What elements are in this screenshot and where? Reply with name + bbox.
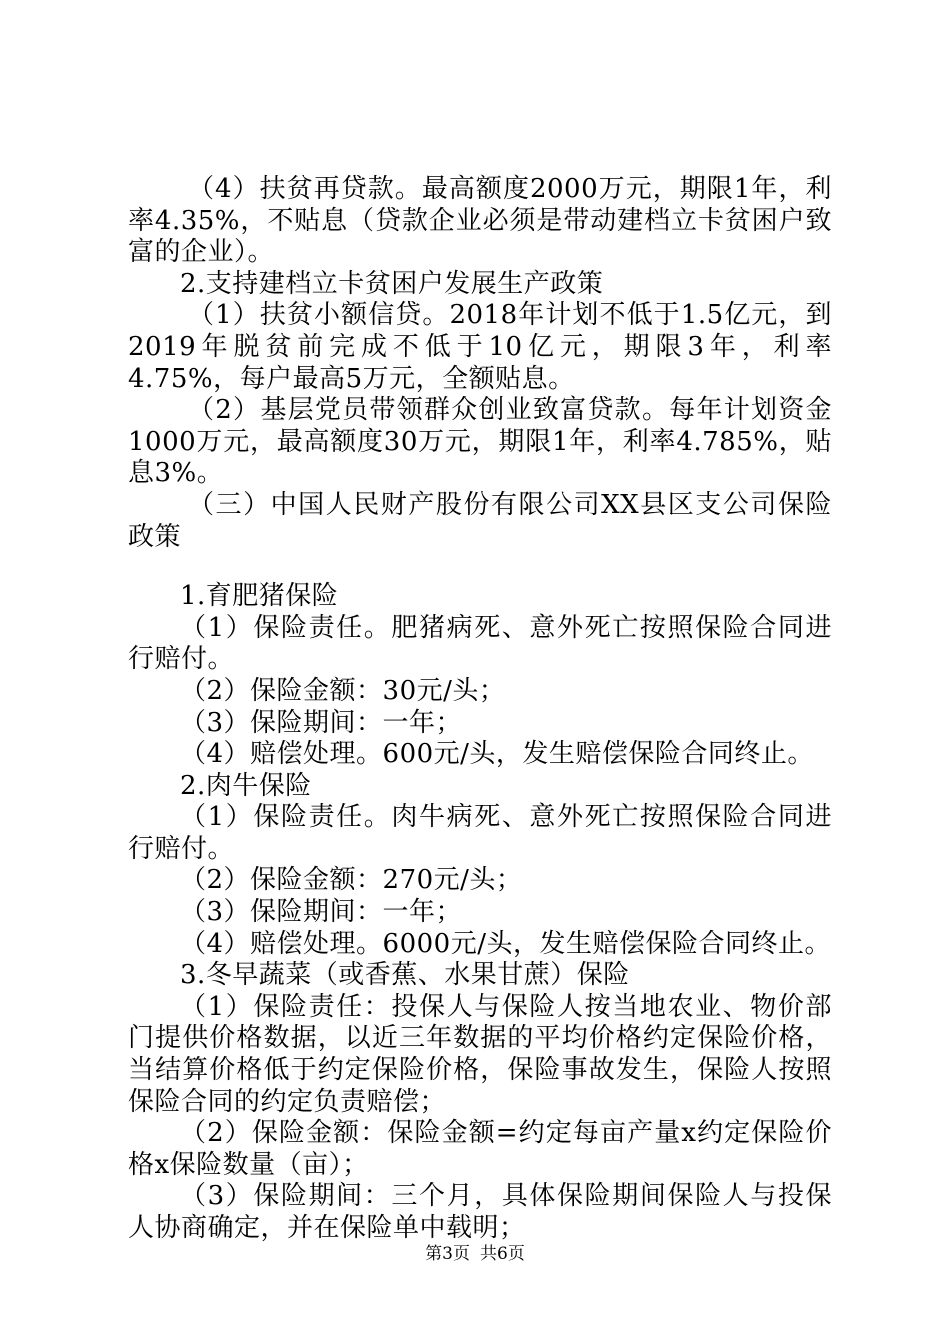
paragraph-cattle-amount: （2）保险金额：270元/头； [180, 865, 523, 896]
paragraph-hog-period: （3）保险期间：一年； [180, 707, 463, 738]
paragraph-cattle-period: （3）保险期间：一年； [180, 897, 463, 928]
paragraph-hog-compensation: （4）赔偿处理。600元/头，发生赔偿保险合同终止。 [180, 739, 814, 770]
spacer [128, 553, 832, 581]
paragraph-hog-liability: （1）保险责任。肥猪病死、意外死亡按照保险合同进行赔付。 [128, 612, 832, 675]
paragraph-cattle-liability: （1）保险责任。肉牛病死、意外死亡按照保险合同进行赔付。 [128, 802, 832, 864]
heading-hog-insurance: 1.育肥猪保险 [180, 581, 339, 612]
heading-insurance-policy: （三）中国人民财产股份有限公司XX县区支公司保险政策 [128, 489, 832, 552]
page-total: 共6页 [480, 1244, 525, 1264]
heading-production-policy: 2.支持建档立卡贫困户发展生产政策 [180, 268, 604, 299]
document-body [128, 174, 832, 1245]
paragraph-party-member-loan: （2）基层党员带领群众创业致富贷款。每年计划资金1000万元，最高额度30万元，期限1年，利率4.785%，贴息3%。 [128, 395, 832, 489]
paragraph-vegetable-liability: （1）保险责任：投保人与保险人按当地农业、物价部门提供价格数据，以近三年数据的平均价格约定保险价格，当结算价格低于约定保险价格，保险事故发生，保险人按照保险合同的约定负责赔偿； [128, 991, 832, 1117]
page-number: 第3页 [425, 1244, 470, 1264]
page-footer [0, 1244, 950, 1264]
paragraph-cattle-compensation: （4）赔偿处理。6000元/头，发生赔偿保险合同终止。 [180, 928, 831, 959]
paragraph-vegetable-period: （3）保险期间：三个月，具体保险期间保险人与投保人协商确定，并在保险单中载明； [128, 1181, 832, 1243]
paragraph-microcredit: （1）扶贫小额信贷。2018年计划不低于1.5亿元，到2019年脱贫前完成不低于10亿元，期限3年，利率4.75%，每户最高5万元，全额贴息。 [128, 300, 832, 394]
paragraph-hog-amount: （2）保险金额：30元/头； [180, 675, 506, 706]
paragraph-relending: （4）扶贫再贷款。最高额度2000万元，期限1年，利率4.35%，不贴息（贷款企业必须是带动建档立卡贫困户致富的企业）。 [128, 174, 832, 268]
paragraph-vegetable-amount: （2）保险金额：保险金额=约定每亩产量x约定保险价格x保险数量（亩）； [128, 1118, 832, 1180]
heading-vegetable-insurance: 3.冬早蔬菜（或香蕉、水果甘蔗）保险 [180, 960, 630, 991]
heading-cattle-insurance: 2.肉牛保险 [180, 770, 312, 801]
